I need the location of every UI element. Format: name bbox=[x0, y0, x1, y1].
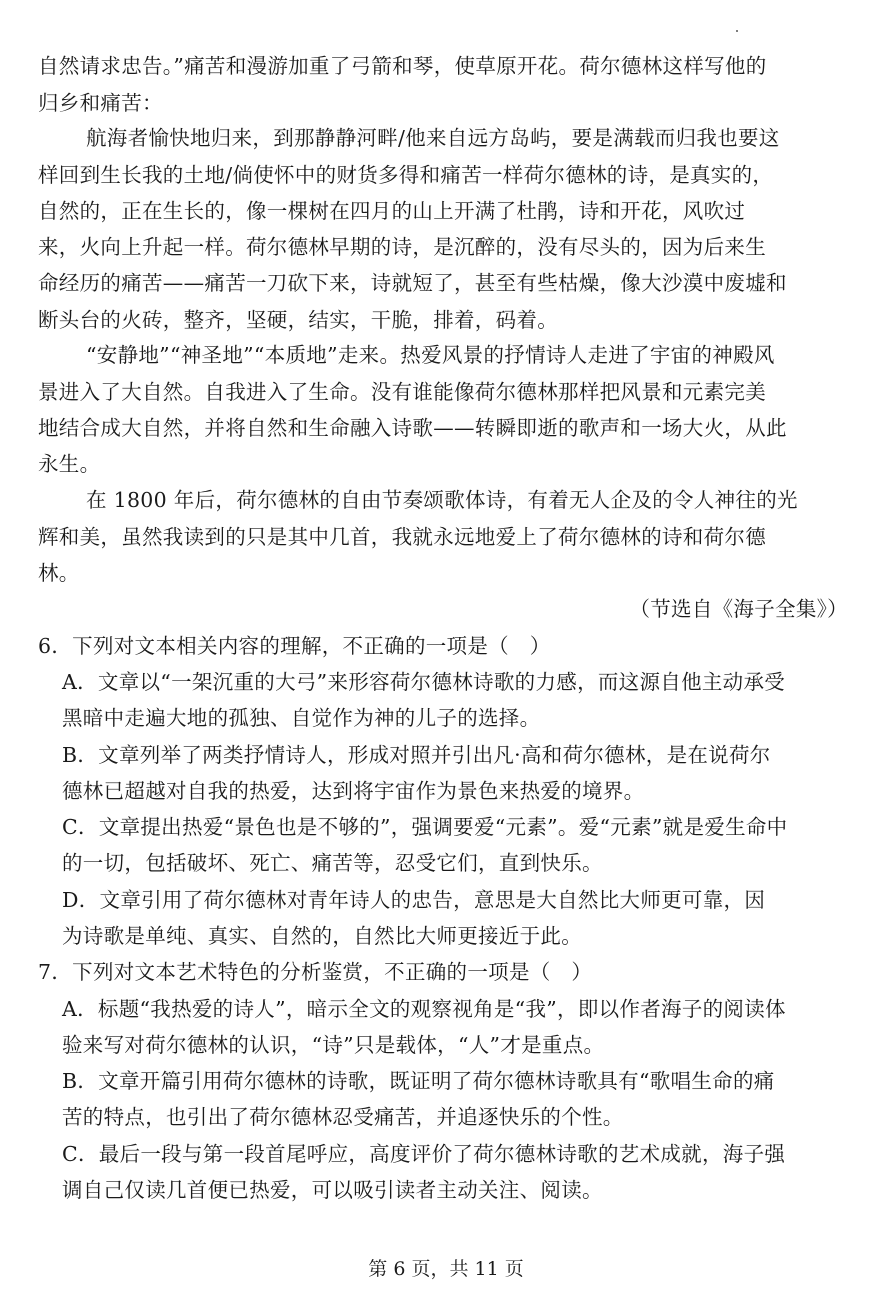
question-7-option-b-cont: 苦的特点，也引出了荷尔德林忍受痛苦，并追逐快乐的个性。 bbox=[62, 1105, 624, 1129]
question-6-option-c-cont: 的一切，包括破坏、死亡、痛苦等，忍受它们，直到快乐。 bbox=[62, 851, 603, 875]
passage-line: 在 1800 年后，荷尔德林的自由节奏颂歌体诗，有着无人企及的令人神往的光 bbox=[86, 488, 798, 512]
passage-line: 断头台的火砖，整齐，坚硬，结实，干脆，排着，码着。 bbox=[38, 308, 558, 332]
question-6-option-b: B．文章列举了两类抒情诗人，形成对照并引出凡·高和荷尔德林，是在说荷尔 bbox=[62, 743, 771, 767]
question-7-option-a: A．标题“我热爱的诗人”，暗示全文的观察视角是“我”，即以作者海子的阅读体 bbox=[62, 997, 786, 1021]
passage-line: 来，火向上升起一样。荷尔德林早期的诗，是沉醉的，没有尽头的，因为后来生 bbox=[38, 235, 766, 259]
passage-line: 景进入了大自然。自我进入了生命。没有谁能像荷尔德林那样把风景和元素完美 bbox=[38, 380, 766, 404]
question-6-option-a: A．文章以“一架沉重的大弓”来形容荷尔德林诗歌的力感，而这源自他主动承受 bbox=[62, 670, 786, 694]
passage-line: 林。 bbox=[38, 561, 80, 585]
passage-line: 自然的，正在生长的，像一棵树在四月的山上开满了杜鹃，诗和开花，风吹过 bbox=[38, 199, 746, 223]
passage-line: “安静地”“神圣地”“本质地”走来。热爱风景的抒情诗人走进了宇宙的神殿风 bbox=[86, 343, 775, 367]
passage-line: 永生。 bbox=[38, 452, 101, 476]
question-7-option-a-cont: 验来写对荷尔德林的认识，“诗”只是载体，“人”才是重点。 bbox=[62, 1033, 605, 1057]
passage-line: 命经历的痛苦——痛苦一刀砍下来，诗就短了，甚至有些枯燥，像大沙漠中废墟和 bbox=[38, 271, 787, 295]
passage-line: 航海者愉快地归来，到那静静河畔/他来自远方岛屿，要是满载而归我也要这 bbox=[86, 126, 780, 150]
passage-line: 样回到生长我的土地/倘使怀中的财货多得和痛苦一样荷尔德林的诗，是真实的， bbox=[38, 163, 774, 187]
question-6-option-b-cont: 德林已超越对自我的热爱，达到将宇宙作为景色来热爱的境界。 bbox=[62, 779, 645, 803]
question-6-stem: 6．下列对文本相关内容的理解，不正确的一项是（ ） bbox=[38, 634, 551, 658]
question-6-option-c: C．文章提出热爱“景色也是不够的”，强调要爱“元素”。爱“元素”就是爱生命中 bbox=[62, 815, 788, 839]
question-6-option-a-cont: 黑暗中走遍大地的孤独、自觉作为神的儿子的选择。 bbox=[62, 706, 541, 730]
question-7-option-c-cont: 调自己仅读几首便已热爱，可以吸引读者主动关注、阅读。 bbox=[62, 1178, 603, 1202]
page-number-footer: 第 6 页，共 11 页 bbox=[368, 1258, 524, 1280]
passage-source: （节选自《海子全集》） bbox=[629, 597, 848, 621]
scan-speck bbox=[736, 30, 738, 32]
question-6-option-d: D．文章引用了荷尔德林对青年诗人的忠告，意思是大自然比大师更可靠，因 bbox=[62, 888, 766, 912]
question-7-option-c: C．最后一段与第一段首尾呼应，高度评价了荷尔德林诗歌的艺术成就，海子强 bbox=[62, 1142, 786, 1166]
passage-line: 自然请求忠告。”痛苦和漫游加重了弓箭和琴，使草原开花。荷尔德林这样写他的 bbox=[38, 54, 767, 78]
question-6-option-d-cont: 为诗歌是单纯、真实、自然的，自然比大师更接近于此。 bbox=[62, 924, 582, 948]
question-7-option-b: B．文章开篇引用荷尔德林的诗歌，既证明了荷尔德林诗歌具有“歌唱生命的痛 bbox=[62, 1069, 775, 1093]
passage-line: 归乡和痛苦： bbox=[38, 91, 163, 115]
passage-line: 辉和美，虽然我读到的只是其中几首，我就永远地爱上了荷尔德林的诗和荷尔德 bbox=[38, 525, 766, 549]
passage-line: 地结合成大自然，并将自然和生命融入诗歌——转瞬即逝的歌声和一场大火，从此 bbox=[38, 416, 787, 440]
question-7-stem: 7．下列对文本艺术特色的分析鉴赏，不正确的一项是（ ） bbox=[38, 960, 593, 984]
